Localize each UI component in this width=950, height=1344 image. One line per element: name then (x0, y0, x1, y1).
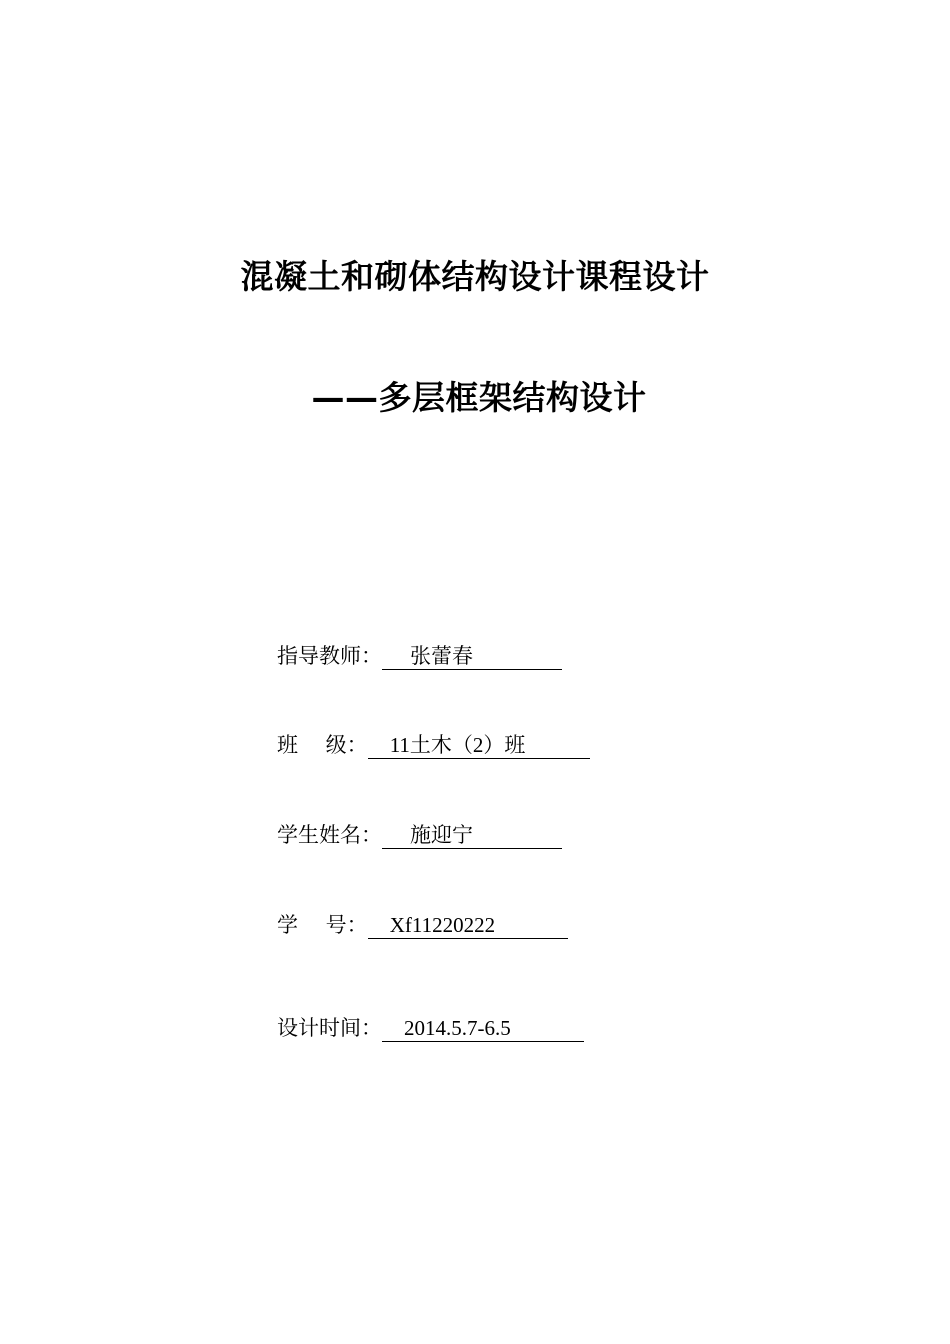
field-value-student-id: Xf11220222 (368, 912, 568, 939)
field-row-student-id (277, 909, 568, 939)
field-row-design-period (277, 1012, 584, 1042)
field-value-student-name: 施迎宁 (382, 822, 562, 849)
field-label-student-id: 学 号： (277, 913, 368, 937)
document-title: 混凝土和砌体结构设计课程设计 (240, 257, 710, 296)
field-row-student-name (277, 819, 562, 849)
field-label-instructor: 指导教师： (277, 644, 382, 668)
document-subtitle: ——多层框架结构设计 (311, 378, 647, 417)
field-value-instructor: 张蕾春 (382, 643, 562, 670)
field-row-class (277, 729, 590, 759)
field-row-instructor (277, 640, 562, 670)
field-value-class: 11土木（2）班 (368, 732, 590, 759)
field-label-design-period: 设计时间： (277, 1016, 382, 1040)
field-label-student-name: 学生姓名： (277, 823, 382, 847)
field-value-design-period: 2014.5.7-6.5 (382, 1015, 584, 1042)
field-label-class: 班 级： (277, 733, 368, 757)
